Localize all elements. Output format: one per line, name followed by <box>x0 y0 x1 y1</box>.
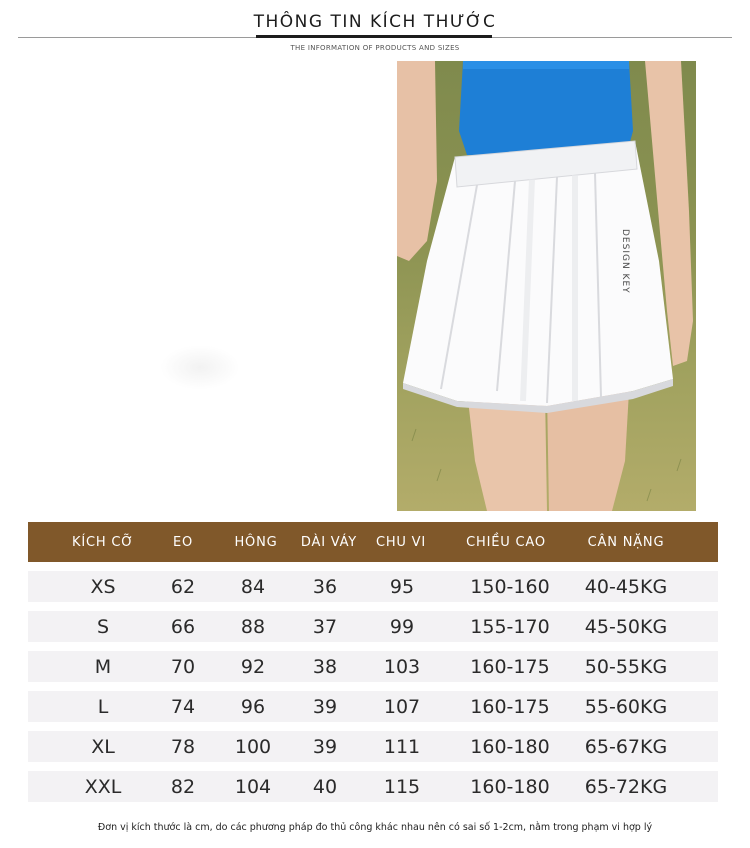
col-skirt-length: DÀI VÁY <box>300 534 358 550</box>
page-title: THÔNG TIN KÍCH THƯỚC <box>0 12 750 32</box>
cell-circumference: 95 <box>389 575 415 598</box>
col-height: CHIỀU CAO <box>466 534 546 550</box>
cell-skirt-length: 37 <box>312 615 338 638</box>
size-table <box>28 522 718 802</box>
cell-skirt-length: 38 <box>312 655 338 678</box>
cell-waist: 78 <box>170 735 196 758</box>
cell-weight: 55-60KG <box>584 695 668 718</box>
table-row <box>28 571 718 602</box>
product-photo <box>397 61 696 511</box>
cell-waist: 62 <box>170 575 196 598</box>
col-circumference: CHU VI <box>375 534 427 550</box>
cell-weight: 40-45KG <box>584 575 668 598</box>
cell-height: 160-180 <box>470 775 550 798</box>
cell-height: 160-175 <box>470 655 550 678</box>
cell-circumference: 111 <box>383 735 421 758</box>
cell-size: S <box>96 615 110 638</box>
skirt-print-text: DESIGN KEY <box>620 229 630 294</box>
cell-size: XS <box>90 575 116 598</box>
cell-weight: 50-55KG <box>584 655 668 678</box>
cell-circumference: 103 <box>383 655 421 678</box>
cell-weight: 45-50KG <box>584 615 668 638</box>
cell-waist: 66 <box>170 615 196 638</box>
col-weight: CÂN NẶNG <box>587 534 665 550</box>
table-row <box>28 691 718 722</box>
cell-weight: 65-67KG <box>584 735 668 758</box>
page-subtitle: THE INFORMATION OF PRODUCTS AND SIZES <box>290 44 460 52</box>
cell-skirt-length: 39 <box>312 735 338 758</box>
cell-circumference: 99 <box>389 615 415 638</box>
cell-size: L <box>97 695 109 718</box>
cell-waist: 82 <box>170 775 196 798</box>
table-row <box>28 651 718 682</box>
cell-size: XXL <box>84 775 122 798</box>
cell-hip: 84 <box>240 575 266 598</box>
cell-hip: 100 <box>234 735 272 758</box>
cell-weight: 65-72KG <box>584 775 668 798</box>
cell-hip: 88 <box>240 615 266 638</box>
cell-hip: 92 <box>240 655 266 678</box>
cell-waist: 74 <box>170 695 196 718</box>
table-row <box>28 771 718 802</box>
table-header <box>28 522 718 562</box>
cell-height: 150-160 <box>470 575 550 598</box>
cell-size: XL <box>91 735 115 758</box>
cell-height: 160-175 <box>470 695 550 718</box>
footnote: Đơn vị kích thước là cm, do các phương pháp đo thủ công khác nhau nên có sai số 1-2cm, nằm trong phạm vi hợp lý <box>97 822 653 833</box>
cell-circumference: 115 <box>383 775 421 798</box>
table-row <box>28 611 718 642</box>
cell-height: 160-180 <box>470 735 550 758</box>
cell-hip: 96 <box>240 695 266 718</box>
cell-skirt-length: 39 <box>312 695 338 718</box>
faded-background-mark <box>160 345 240 390</box>
cell-height: 155-170 <box>470 615 550 638</box>
cell-skirt-length: 40 <box>312 775 338 798</box>
cell-skirt-length: 36 <box>312 575 338 598</box>
cell-circumference: 107 <box>383 695 421 718</box>
cell-hip: 104 <box>234 775 272 798</box>
cell-size: M <box>94 655 112 678</box>
col-waist: EO <box>172 534 194 550</box>
table-row <box>28 731 718 762</box>
cell-waist: 70 <box>170 655 196 678</box>
col-size: KÍCH CỠ <box>72 534 134 550</box>
col-hip: HÔNG <box>234 534 278 550</box>
title-underline <box>256 35 492 38</box>
